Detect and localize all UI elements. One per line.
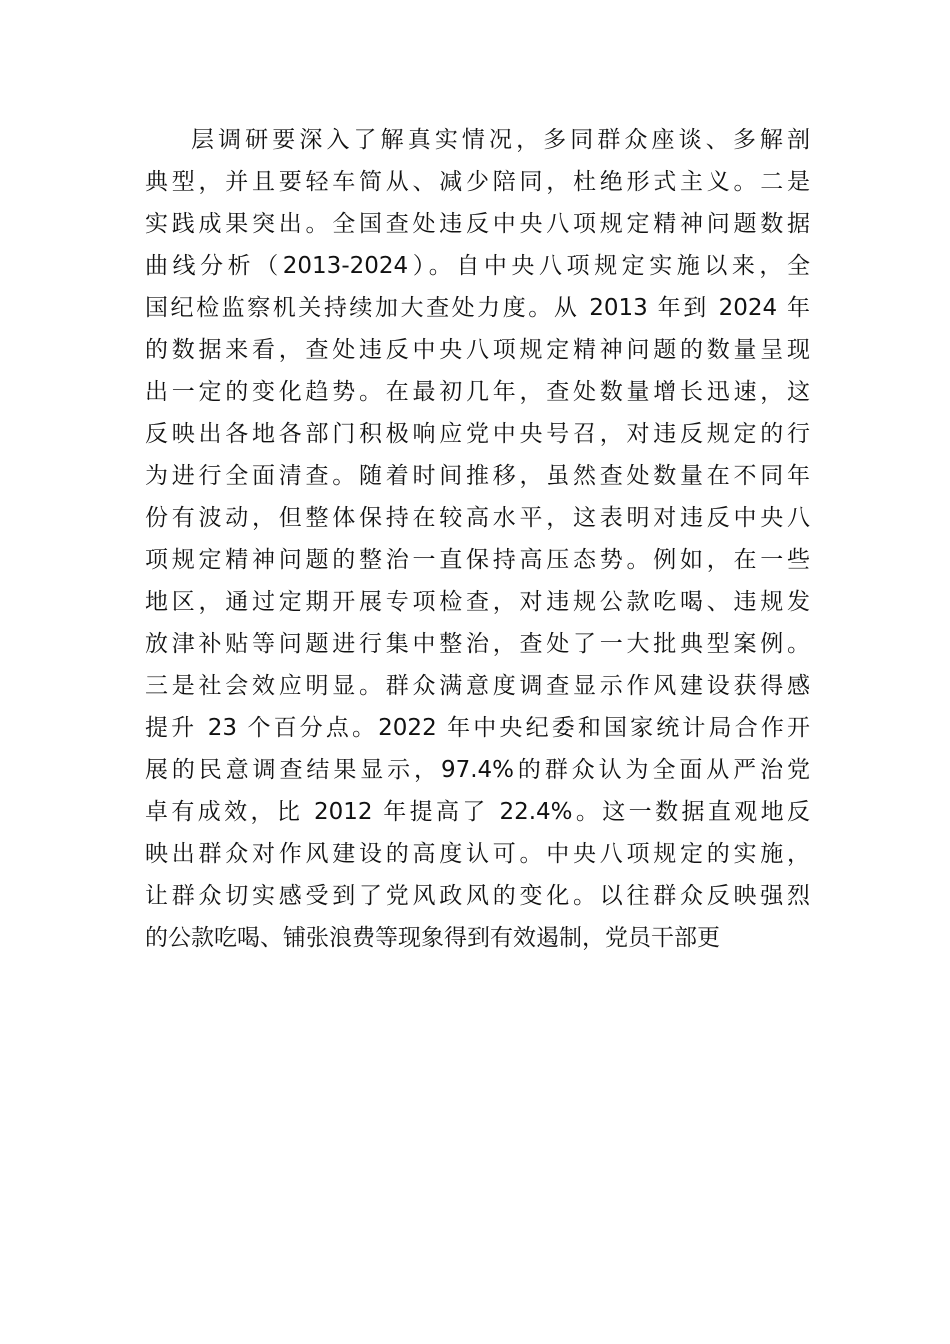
text-line: 展的民意调查结果显示，97.4%的群众认为全面从严治党 xyxy=(145,757,810,783)
text-line: 的公款吃喝、铺张浪费等现象得到有效遏制，党员干部更 xyxy=(145,925,720,951)
text-line: 项规定精神问题的整治一直保持高压态势。例如，在一些 xyxy=(145,547,810,573)
text-line: 为进行全面清查。随着时间推移，虽然查处数量在不同年 xyxy=(145,463,810,489)
text-line: 让群众切实感受到了党风政风的变化。以往群众反映强烈 xyxy=(145,883,810,909)
text-line: 出一定的变化趋势。在最初几年，查处数量增长迅速，这 xyxy=(145,379,810,405)
text-line: 曲线分析（2013-2024）。自中央八项规定实施以来，全 xyxy=(145,253,810,279)
text-line: 卓有成效，比 2012 年提高了 22.4%。这一数据直观地反 xyxy=(145,799,810,825)
text-line: 国纪检监察机关持续加大查处力度。从 2013 年到 2024 年 xyxy=(145,295,810,321)
text-line: 三是社会效应明显。群众满意度调查显示作风建设获得感 xyxy=(145,673,810,699)
text-line: 反映出各地各部门积极响应党中央号召，对违反规定的行 xyxy=(145,421,810,447)
text-line: 的数据来看，查处违反中央八项规定精神问题的数量呈现 xyxy=(145,337,810,363)
text-line: 实践成果突出。全国查处违反中央八项规定精神问题数据 xyxy=(145,211,810,237)
text-line: 放津补贴等问题进行集中整治，查处了一大批典型案例。 xyxy=(145,631,810,657)
body-paragraph xyxy=(145,119,810,959)
text-line: 份有波动，但整体保持在较高水平，这表明对违反中央八 xyxy=(145,505,810,531)
text-line: 提升 23 个百分点。2022 年中央纪委和国家统计局合作开 xyxy=(145,715,810,741)
text-line: 映出群众对作风建设的高度认可。中央八项规定的实施， xyxy=(145,841,810,867)
text-line: 地区，通过定期开展专项检查，对违规公款吃喝、违规发 xyxy=(145,589,810,615)
text-line: 层调研要深入了解真实情况，多同群众座谈、多解剖 xyxy=(191,127,810,153)
text-line: 典型，并且要轻车简从、减少陪同，杜绝形式主义。二是 xyxy=(145,169,810,195)
